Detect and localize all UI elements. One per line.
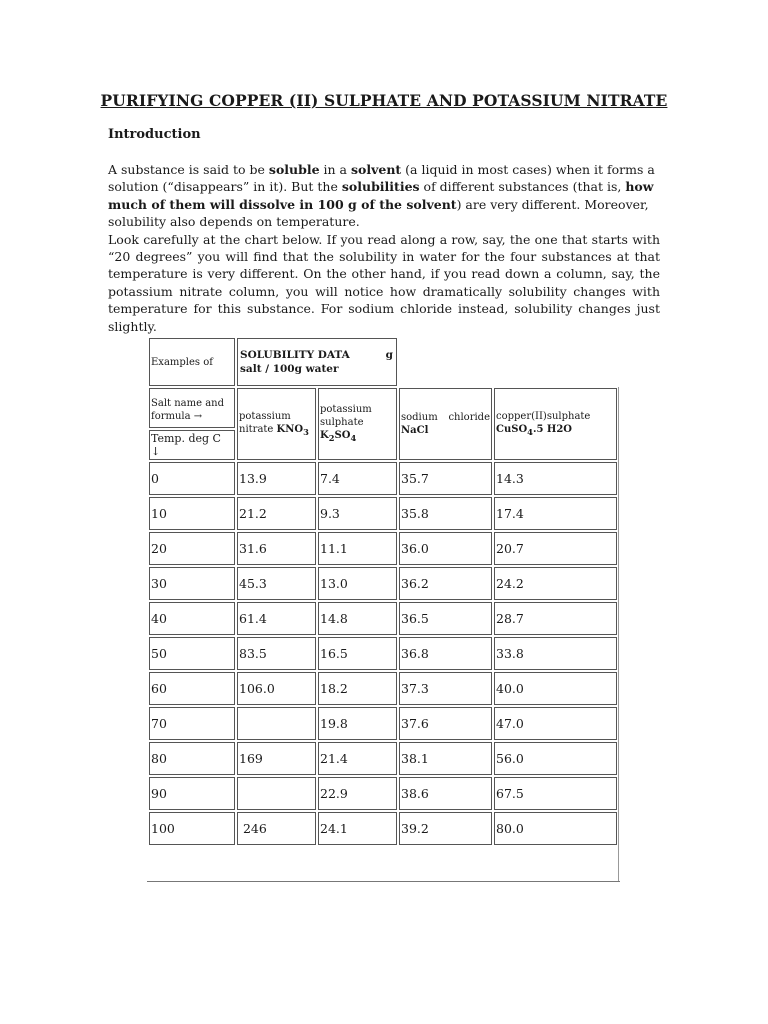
cell-k2so4: 24.1 bbox=[318, 812, 397, 845]
table-row bbox=[149, 602, 617, 635]
cell-cuso4: 28.7 bbox=[494, 602, 617, 635]
cell-temp: 70 bbox=[149, 707, 235, 740]
header-potassium-nitrate bbox=[237, 388, 316, 460]
header-formula: CuSO bbox=[496, 423, 528, 435]
term-solubilities: solubilities bbox=[341, 179, 420, 195]
text-run: (a liquid in most cases) when it forms a solution (“disappears” in it). But the bbox=[108, 162, 655, 195]
cell-nacl: 38.1 bbox=[399, 742, 492, 775]
cell-kno3: 83.5 bbox=[237, 637, 316, 670]
table-row bbox=[149, 672, 617, 705]
examples-label: Examples of bbox=[151, 356, 213, 368]
header-formula-sub: 4 bbox=[527, 426, 533, 437]
cell-cuso4: 67.5 bbox=[494, 777, 617, 810]
cell-temp: 40 bbox=[149, 602, 235, 635]
cell-cuso4: 17.4 bbox=[494, 497, 617, 530]
header-name: chloride bbox=[448, 412, 490, 423]
cell-k2so4: 9.3 bbox=[318, 497, 397, 530]
empty-cell bbox=[399, 338, 492, 386]
cell-nacl: 38.6 bbox=[399, 777, 492, 810]
cell-kno3: 31.6 bbox=[237, 532, 316, 565]
cell-cuso4: 20.7 bbox=[494, 532, 617, 565]
cell-cuso4: 14.3 bbox=[494, 462, 617, 495]
header-sodium-chloride bbox=[399, 388, 492, 460]
paragraph-chart-explanation: Look carefully at the chart below. If you read along a row, say, the one that starts with “20 degrees” you will find that the solubility in water for the four substances at that temperature is very different. On the other hand, if you read down a column, say, the potassium nitrate column, you will notice how dramatically solubility changes with temperature for this substance. For sodium chloride instead, solubility changes just slightly. bbox=[108, 231, 660, 334]
table-row bbox=[149, 742, 617, 775]
solubility-unit-g: g bbox=[385, 349, 393, 361]
solubility-title-cell bbox=[237, 338, 397, 386]
cell-nacl: 36.8 bbox=[399, 637, 492, 670]
cell-k2so4: 14.8 bbox=[318, 602, 397, 635]
table-row bbox=[149, 707, 617, 740]
cell-k2so4: 13.0 bbox=[318, 567, 397, 600]
cell-nacl: 36.0 bbox=[399, 532, 492, 565]
cell-k2so4: 19.8 bbox=[318, 707, 397, 740]
term-soluble: soluble bbox=[268, 162, 320, 177]
salt-name-label-cell bbox=[149, 388, 235, 428]
cell-k2so4: 18.2 bbox=[318, 672, 397, 705]
solubility-title: SOLUBILITY DATA bbox=[240, 349, 350, 361]
header-formula-sub: 4 bbox=[350, 433, 357, 443]
header-name: sulphate bbox=[320, 417, 364, 428]
header-formula-line bbox=[320, 429, 395, 445]
cell-kno3 bbox=[237, 777, 316, 810]
term-solvent: solvent bbox=[350, 162, 402, 177]
cell-cuso4: 47.0 bbox=[494, 707, 617, 740]
header-formula-line bbox=[496, 423, 615, 439]
cell-cuso4: 80.0 bbox=[494, 812, 617, 845]
cell-kno3: 246 bbox=[237, 812, 316, 845]
section-heading-introduction: Introduction bbox=[108, 127, 201, 142]
paragraph-solubility-definition bbox=[108, 161, 660, 231]
cell-kno3: 13.9 bbox=[237, 462, 316, 495]
temp-label: Temp. deg C ↓ bbox=[151, 432, 221, 458]
text-run: A substance is said to be bbox=[108, 162, 269, 177]
cell-temp: 90 bbox=[149, 777, 235, 810]
header-name-formula-line bbox=[239, 423, 314, 439]
cell-kno3: 61.4 bbox=[237, 602, 316, 635]
table-row bbox=[149, 462, 617, 495]
text-run: in a bbox=[319, 162, 351, 177]
table-row bbox=[149, 777, 617, 810]
header-name: nitrate bbox=[239, 423, 274, 435]
table-row bbox=[149, 532, 617, 565]
table-right-rule bbox=[618, 387, 619, 882]
table-bottom-rule bbox=[147, 881, 620, 882]
cell-temp: 30 bbox=[149, 567, 235, 600]
page-title: PURIFYING COPPER (II) SULPHATE AND POTASSIUM NITRATE bbox=[100, 91, 668, 110]
text-run: ) are very different. Moreover, solubility also depends on temperature. bbox=[108, 196, 649, 230]
formula-label: formula → bbox=[151, 411, 203, 422]
salt-name-line bbox=[151, 397, 233, 410]
cell-k2so4: 16.5 bbox=[318, 637, 397, 670]
header-formula: KNO bbox=[276, 423, 304, 435]
cell-nacl: 36.2 bbox=[399, 567, 492, 600]
cell-temp: 60 bbox=[149, 672, 235, 705]
cell-k2so4: 7.4 bbox=[318, 462, 397, 495]
solubility-table bbox=[147, 336, 619, 847]
term-how-much: how much of them will dissolve in 100 g of the solvent bbox=[108, 179, 654, 212]
cell-cuso4: 24.2 bbox=[494, 567, 617, 600]
data-rows bbox=[149, 462, 617, 845]
cell-cuso4: 56.0 bbox=[494, 742, 617, 775]
cell-k2so4: 11.1 bbox=[318, 532, 397, 565]
header-formula-sub: 3 bbox=[303, 426, 309, 437]
cell-cuso4: 33.8 bbox=[494, 637, 617, 670]
cell-nacl: 37.6 bbox=[399, 707, 492, 740]
cell-nacl: 36.5 bbox=[399, 602, 492, 635]
header-formula: NaCl bbox=[401, 425, 429, 436]
examples-label-cell bbox=[149, 338, 235, 386]
solubility-units: salt / 100g water bbox=[240, 363, 339, 375]
cell-kno3 bbox=[237, 707, 316, 740]
salt-name-label: Salt name and bbox=[151, 398, 224, 409]
table-row bbox=[149, 637, 617, 670]
solubility-title-line bbox=[240, 348, 393, 362]
cell-temp: 50 bbox=[149, 637, 235, 670]
cell-nacl: 35.7 bbox=[399, 462, 492, 495]
table-row bbox=[149, 567, 617, 600]
header-name: potassium bbox=[320, 404, 372, 415]
cell-temp: 10 bbox=[149, 497, 235, 530]
temp-label-cell bbox=[149, 430, 235, 460]
cell-cuso4: 40.0 bbox=[494, 672, 617, 705]
cell-kno3: 21.2 bbox=[237, 497, 316, 530]
cell-nacl: 37.3 bbox=[399, 672, 492, 705]
header-potassium-sulphate bbox=[318, 388, 397, 460]
cell-temp: 20 bbox=[149, 532, 235, 565]
header-name: copper(II)sulphate bbox=[496, 410, 591, 422]
header-name-line bbox=[401, 411, 490, 424]
header-formula: .5 H2O bbox=[532, 423, 573, 435]
header-formula: SO bbox=[334, 430, 351, 441]
cell-nacl: 35.8 bbox=[399, 497, 492, 530]
header-formula-sub: 2 bbox=[328, 433, 335, 443]
cell-temp: 100 bbox=[149, 812, 235, 845]
cell-kno3: 45.3 bbox=[237, 567, 316, 600]
table-row bbox=[149, 812, 617, 845]
cell-temp: 80 bbox=[149, 742, 235, 775]
header-name: sodium bbox=[401, 412, 438, 423]
header-copper-sulphate bbox=[494, 388, 617, 460]
header-name: potassium bbox=[239, 410, 291, 422]
cell-kno3: 106.0 bbox=[237, 672, 316, 705]
cell-k2so4: 21.4 bbox=[318, 742, 397, 775]
table-row bbox=[149, 497, 617, 530]
empty-cell bbox=[494, 338, 617, 386]
table-title-row bbox=[149, 338, 617, 386]
column-header-row bbox=[149, 388, 617, 428]
cell-k2so4: 22.9 bbox=[318, 777, 397, 810]
cell-temp: 0 bbox=[149, 462, 235, 495]
introduction-body bbox=[108, 161, 660, 335]
text-run: of different substances (that is, bbox=[419, 179, 626, 195]
header-formula: K bbox=[320, 430, 329, 441]
cell-kno3: 169 bbox=[237, 742, 316, 775]
cell-nacl: 39.2 bbox=[399, 812, 492, 845]
